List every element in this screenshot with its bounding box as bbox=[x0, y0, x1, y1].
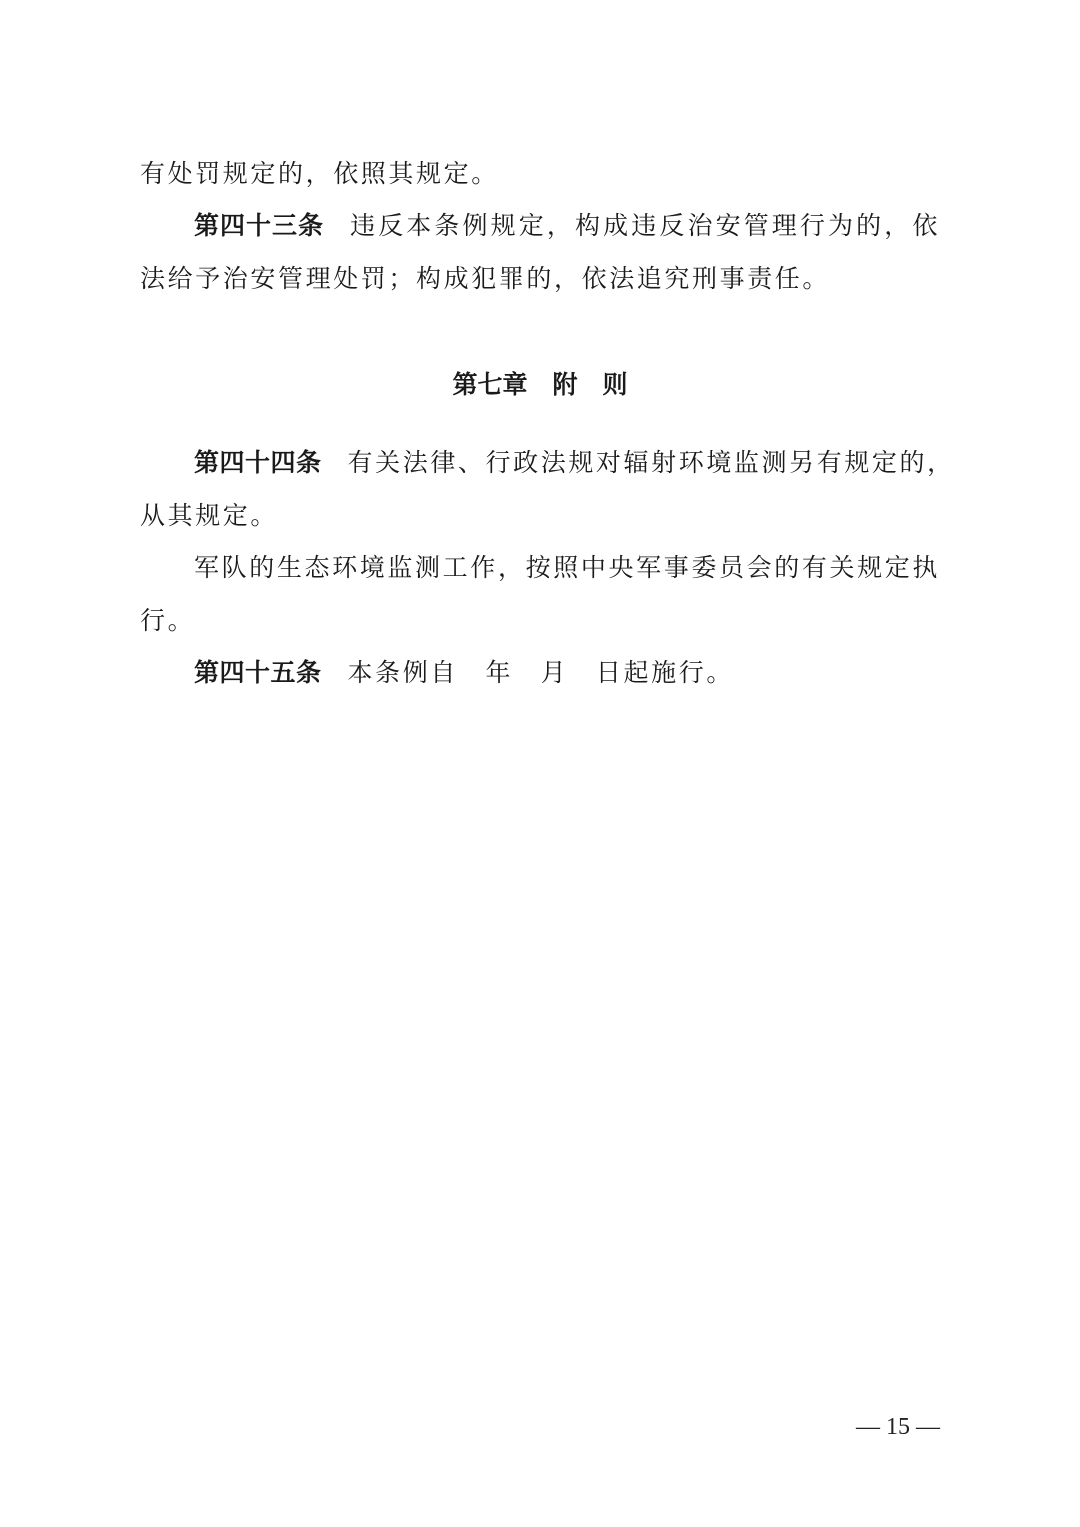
article-45-text: 本条例自 年 月 日起施行。 bbox=[347, 658, 734, 687]
article-44-text-1: 有关法律、行政法规对辐射环境监测另有规定的， bbox=[347, 448, 955, 477]
chapter-heading: 第七章 附 则 bbox=[452, 370, 628, 399]
article-43-text-1: 违反本条例规定，构成违反治安管理行为的，依 bbox=[350, 211, 940, 240]
article-44-line-2: 从其规定。 bbox=[140, 501, 279, 530]
article-45-label: 第四十五条 bbox=[194, 658, 322, 687]
article-43-line-1 bbox=[194, 209, 940, 243]
article-45-line bbox=[194, 656, 940, 690]
article-43-label: 第四十三条 bbox=[194, 211, 325, 240]
article-44-label: 第四十四条 bbox=[194, 448, 322, 477]
page-number: — 15 — bbox=[856, 1414, 940, 1440]
article-44-para2-line-1: 军队的生态环境监测工作，按照中央军事委员会的有关规定执 bbox=[194, 553, 940, 582]
article-44-line-1 bbox=[194, 446, 955, 480]
continuation-paragraph: 有处罚规定的，依照其规定。 bbox=[140, 159, 499, 188]
article-44-para2-line-2: 行。 bbox=[140, 606, 196, 635]
article-43-line-2: 法给予治安管理处罚；构成犯罪的，依法追究刑事责任。 bbox=[140, 264, 831, 293]
